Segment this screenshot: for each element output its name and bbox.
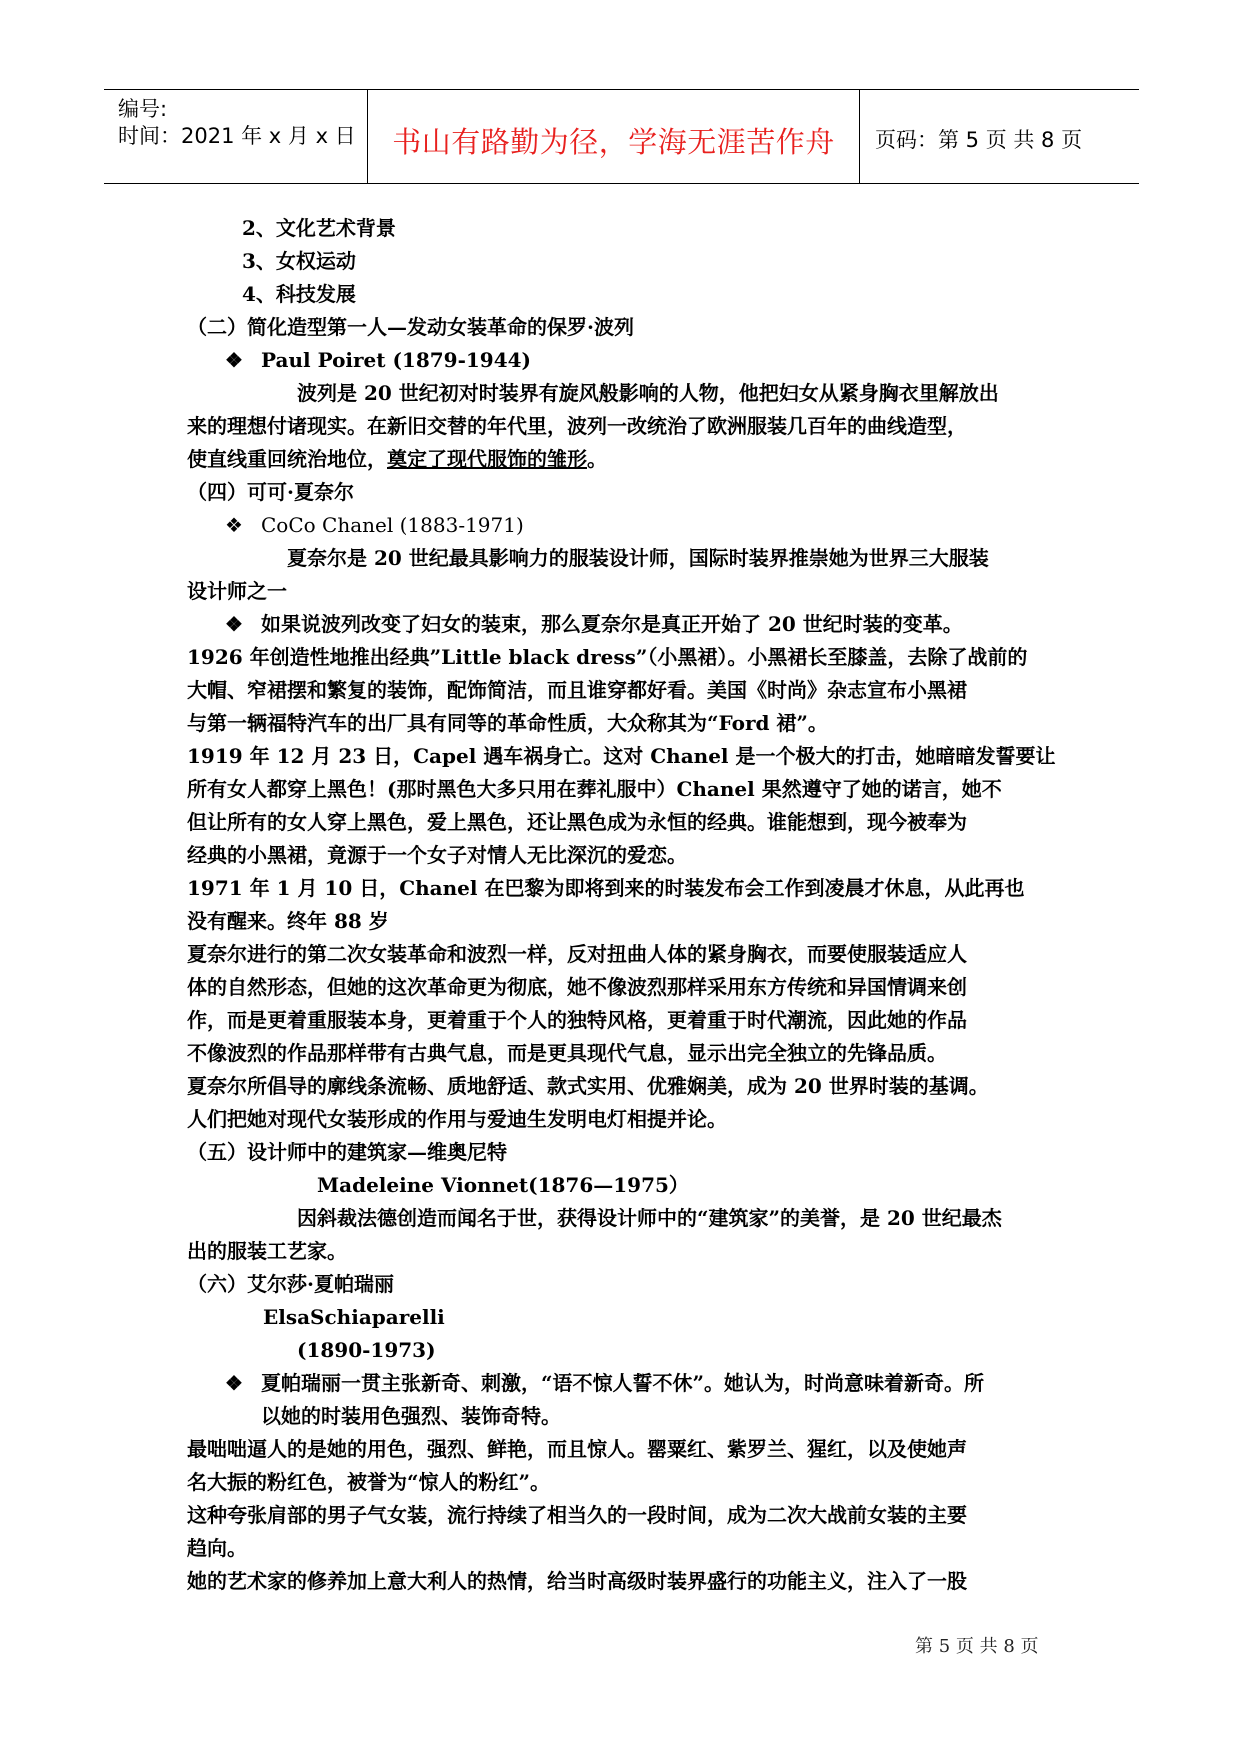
list-item: 2、文化艺术背景 xyxy=(242,216,396,240)
paragraph-line: 她的艺术家的修养加上意大利人的热情，给当时高级时装界盛行的功能主义，注入了一股 xyxy=(187,1569,967,1593)
section-heading: （五）设计师中的建筑家—维奥尼特 xyxy=(187,1140,507,1164)
paragraph-line: 夏奈尔是 20 世纪最具影响力的服装设计师，国际时装界推崇她为世界三大服装 xyxy=(287,546,989,570)
header-page-number: 页码：第 5 页 共 8 页 xyxy=(875,128,1083,152)
header-motto: 书山有路勤为径，学海无涯苦作舟 xyxy=(392,125,835,159)
paragraph-line: 不像波烈的作品那样带有古典气息，而是更具现代气息，显示出完全独立的先锋品质。 xyxy=(187,1041,947,1065)
designer-name: Madeleine Vionnet(1876—1975） xyxy=(317,1173,689,1197)
diamond-bullet-icon: ❖ xyxy=(225,513,243,537)
paragraph-line: 没有醒来。终年 88 岁 xyxy=(187,909,389,933)
paragraph-line: 出的服装工艺家。 xyxy=(187,1239,347,1263)
underlined-text: 奠定了现代服饰的雏形 xyxy=(387,447,587,471)
paragraph-line: 因斜裁法德创造而闻名于世，获得设计师中的“建筑家”的美誉，是 20 世纪最杰 xyxy=(297,1206,1002,1230)
bullet-text: 夏帕瑞丽一贯主张新奇、刺激，“语不惊人誓不休”。她认为，时尚意味着新奇。所 xyxy=(261,1371,985,1395)
paragraph-line: 夏奈尔进行的第二次女装革命和波烈一样，反对扭曲人体的紧身胸衣，而要使服装适应人 xyxy=(187,942,967,966)
diamond-bullet-icon: ❖ xyxy=(225,1371,243,1395)
text-run: 使直线重回统治地位， xyxy=(187,447,387,471)
designer-name: ElsaSchiaparelli xyxy=(263,1305,445,1329)
bullet-item xyxy=(187,1367,1067,1400)
paragraph-line xyxy=(187,443,1067,476)
paragraph-line: 所有女人都穿上黑色！(那时黑色大多只用在葬礼服中）Chanel 果然遵守了她的诺言，她不 xyxy=(187,777,1002,801)
section-heading: （六）艾尔莎·夏帕瑞丽 xyxy=(187,1272,394,1296)
bullet-item xyxy=(187,344,1067,377)
document-number-label: 编号: xyxy=(118,97,168,121)
paragraph-line: 经典的小黑裙，竟源于一个女子对情人无比深沉的爱恋。 xyxy=(187,843,687,867)
paragraph-line: 大帽、窄裙摆和繁复的装饰，配饰简洁，而且谁穿都好看。美国《时尚》杂志宣布小黑裙 xyxy=(187,678,967,702)
paragraph-line: 1926 年创造性地推出经典”Little black dress”（小黑裙）。小黑裙长至膝盖，去除了战前的 xyxy=(187,645,1028,669)
section-heading: （二）简化造型第一人—发动女装革命的保罗·波列 xyxy=(187,315,634,339)
page-footer: 第 5 页 共 8 页 xyxy=(915,1636,1039,1657)
list-item: 4、科技发展 xyxy=(242,282,356,306)
paragraph-line: 人们把她对现代女装形成的作用与爱迪生发明电灯相提并论。 xyxy=(187,1107,727,1131)
bullet-item xyxy=(187,608,1067,641)
list-item: 3、女权运动 xyxy=(242,249,356,273)
paragraph-line: 夏奈尔所倡导的廓线条流畅、质地舒适、款式实用、优雅娴美，成为 20 世界时装的基调。 xyxy=(187,1074,989,1098)
paragraph-line: 这种夸张肩部的男子气女装，流行持续了相当久的一段时间，成为二次大战前女装的主要 xyxy=(187,1503,967,1527)
page-header xyxy=(104,89,1139,184)
header-motto-cell xyxy=(368,90,860,183)
paragraph-line: 1971 年 1 月 10 日，Chanel 在巴黎为即将到来的时装发布会工作到凌晨才休息，从此再也 xyxy=(187,876,1025,900)
bullet-item xyxy=(187,509,1067,542)
bullet-text: 如果说波列改变了妇女的装束，那么夏奈尔是真正开始了 20 世纪时装的变革。 xyxy=(261,612,963,636)
paragraph-line: 但让所有的女人穿上黑色，爱上黑色，还让黑色成为永恒的经典。谁能想到，现今被奉为 xyxy=(187,810,967,834)
paragraph-line: 与第一辆福特汽车的出厂具有同等的革命性质，大众称其为“Ford 裙”。 xyxy=(187,711,828,735)
section-heading: （四）可可·夏奈尔 xyxy=(187,480,354,504)
paragraph-line: 来的理想付诸现实。在新旧交替的年代里，波列一改统治了欧洲服装几百年的曲线造型， xyxy=(187,414,967,438)
designer-name: CoCo Chanel (1883-1971) xyxy=(261,513,524,537)
paragraph-line: 波列是 20 世纪初对时装界有旋风般影响的人物，他把妇女从紧身胸衣里解放出 xyxy=(297,381,999,405)
text-run: 。 xyxy=(587,447,607,471)
paragraph-line: 趋向。 xyxy=(187,1536,247,1560)
designer-years: (1890-1973) xyxy=(297,1338,436,1362)
header-page-cell xyxy=(861,90,1139,183)
paragraph-line: 1919 年 12 月 23 日，Capel 遇车祸身亡。这对 Chanel 是一个极大的打击，她暗暗发誓要让 xyxy=(187,744,1056,768)
paragraph-line: 以她的时装用色强烈、装饰奇特。 xyxy=(261,1404,561,1428)
diamond-bullet-icon: ❖ xyxy=(225,348,243,372)
paragraph-line: 名大振的粉红色，被誉为“惊人的粉红”。 xyxy=(187,1470,551,1494)
paragraph-line: 作，而是更着重服装本身，更着重于个人的独特风格，更着重于时代潮流，因此她的作品 xyxy=(187,1008,967,1032)
header-meta-cell xyxy=(104,90,368,183)
designer-name: Paul Poiret (1879-1944) xyxy=(261,348,532,372)
paragraph-line: 最咄咄逼人的是她的用色，强烈、鲜艳，而且惊人。罂粟红、紫罗兰、猩红，以及使她声 xyxy=(187,1437,967,1461)
paragraph-line: 设计师之一 xyxy=(187,579,287,603)
paragraph-line: 体的自然形态，但她的这次革命更为彻底，她不像波烈那样采用东方传统和异国情调来创 xyxy=(187,975,967,999)
document-time-label: 时间：2021 年 x 月 x 日 xyxy=(118,124,356,148)
document-body xyxy=(187,212,1067,1598)
diamond-bullet-icon: ❖ xyxy=(225,612,243,636)
